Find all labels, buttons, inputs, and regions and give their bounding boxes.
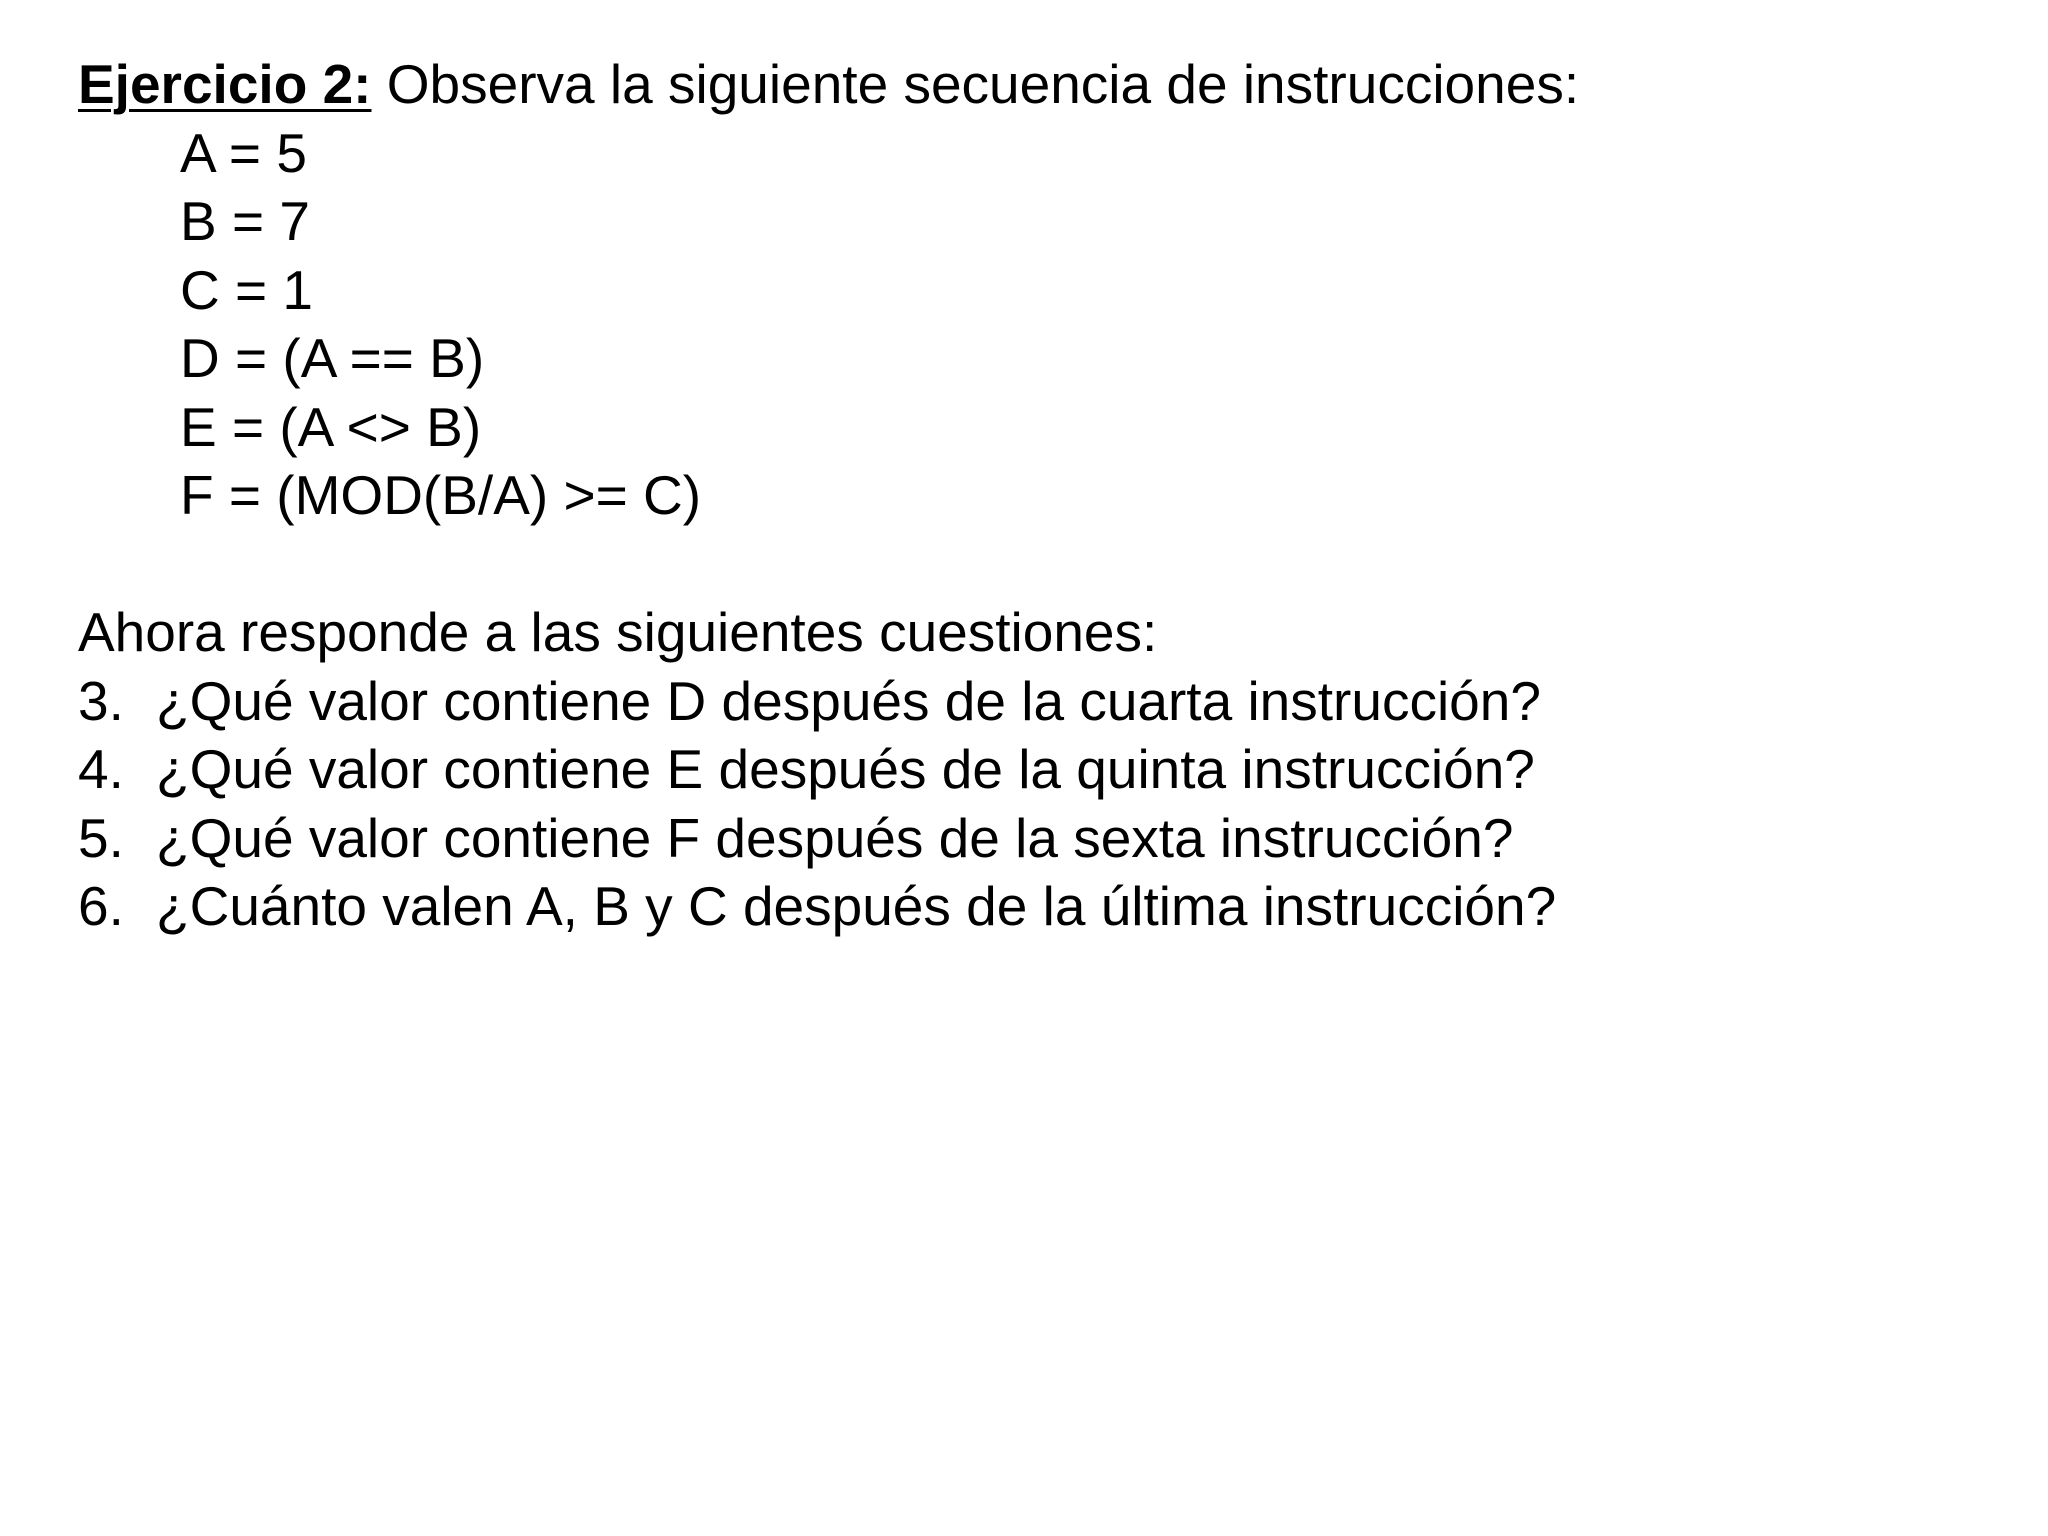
instruction-line: C = 1 xyxy=(180,258,313,321)
exercise-label: Ejercicio 2: xyxy=(78,53,372,115)
exercise-heading xyxy=(78,50,1978,119)
question-item xyxy=(78,804,1978,873)
question-text: ¿Qué valor contiene E después de la quinta instrucción? xyxy=(156,738,1535,800)
instruction-line: D = (A == B) xyxy=(180,327,485,389)
question-text: ¿Cuánto valen A, B y C después de la última instrucción? xyxy=(156,875,1557,937)
exercise-document xyxy=(78,50,1978,941)
question-text: ¿Qué valor contiene D después de la cuarta instrucción? xyxy=(156,669,1541,732)
instruction-line: F = (MOD(B/A) >= C) xyxy=(180,464,702,526)
questions-prompt: Ahora responde a las siguientes cuestiones: xyxy=(78,601,1158,663)
spacer xyxy=(78,530,1978,599)
instruction-line: B = 7 xyxy=(180,190,310,252)
question-text: ¿Qué valor contiene F después de la sexta instrucción? xyxy=(156,806,1514,869)
question-number: 3. xyxy=(78,669,124,732)
question-number: 6. xyxy=(78,875,124,937)
question-number: 5. xyxy=(78,806,124,869)
exercise-intro: Observa la siguiente secuencia de instrucciones: xyxy=(371,53,1580,115)
instruction-line: E = (A <> B) xyxy=(180,395,482,458)
question-item xyxy=(78,872,1978,941)
question-number: 4. xyxy=(78,738,124,800)
question-item xyxy=(78,667,1978,736)
question-item xyxy=(78,735,1978,804)
instruction-line: A = 5 xyxy=(180,121,307,184)
